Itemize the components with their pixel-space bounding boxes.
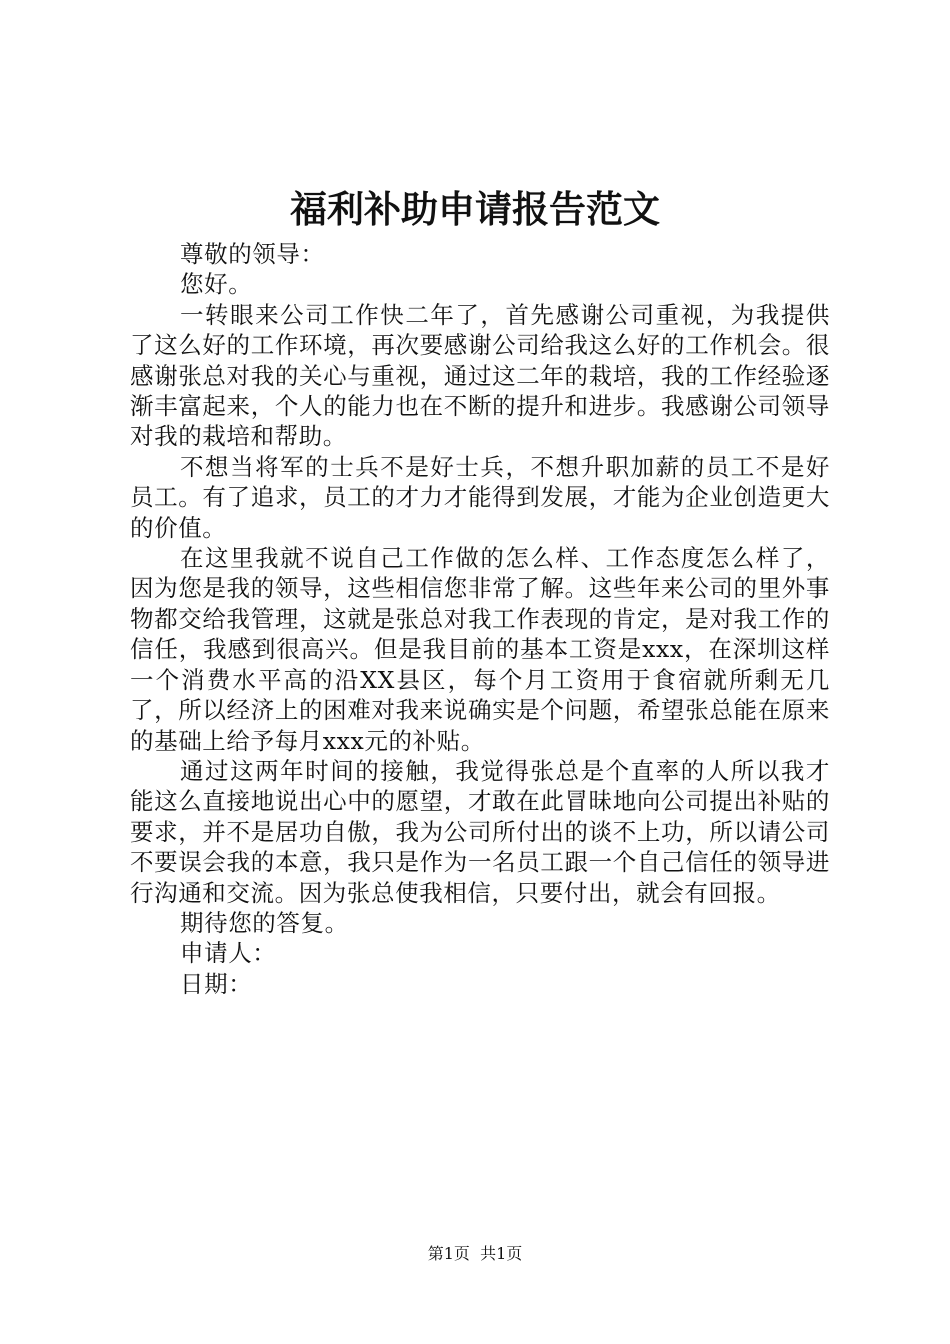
applicant-label: 申请人： [180,939,277,968]
paragraph-2: 不想当将军的士兵不是好士兵，不想升职加薪的员工不是好员工。有了追求，员工的才力才能得到发展，才能为企业创造更大的价值。 [130,452,830,542]
page-footer: 第1页 共1页 [427,1244,523,1263]
document-body [130,239,830,999]
greeting: 您好。 [180,270,253,299]
paragraph-1: 一转眼来公司工作快二年了，首先感谢公司重视，为我提供了这么好的工作环境，再次要感谢公司给我这么好的工作机会。很感谢张总对我的关心与重视，通过这二年的栽培，我的工作经验逐渐丰富起来，个人的能力也在不断的提升和进步。我感谢公司领导对我的栽培和帮助。 [130,300,830,451]
document-title: 福利补助申请报告范文 [290,187,660,231]
paragraph-3: 在这里我就不说自己工作做的怎么样、工作态度怎么样了，因为您是我的领导，这些相信您非常了解。这些年来公司的里外事物都交给我管理，这就是张总对我工作表现的肯定，是对我工作的信任，我感到很高兴。但是我目前的基本工资是xxx，在深圳这样一个消费水平高的沿XX县区，每个月工资用于食宿就所剩无几了，所以经济上的困难对我来说确实是个问题，希望张总能在原来的基础上给予每月xxx元的补贴。 [130,544,830,755]
date-label: 日期： [180,969,253,998]
closing-line: 期待您的答复。 [180,908,349,937]
paragraph-4: 通过这两年时间的接触，我觉得张总是个直率的人所以我才能这么直接地说出心中的愿望，才敢在此冒昧地向公司提出补贴的要求，并不是居功自傲，我为公司所付出的谈不上功，所以请公司不要误会我的本意，我只是作为一名员工跟一个自己信任的领导进行沟通和交流。因为张总使我相信，只要付出，就会有回报。 [130,756,830,907]
salutation: 尊敬的领导： [180,240,325,268]
